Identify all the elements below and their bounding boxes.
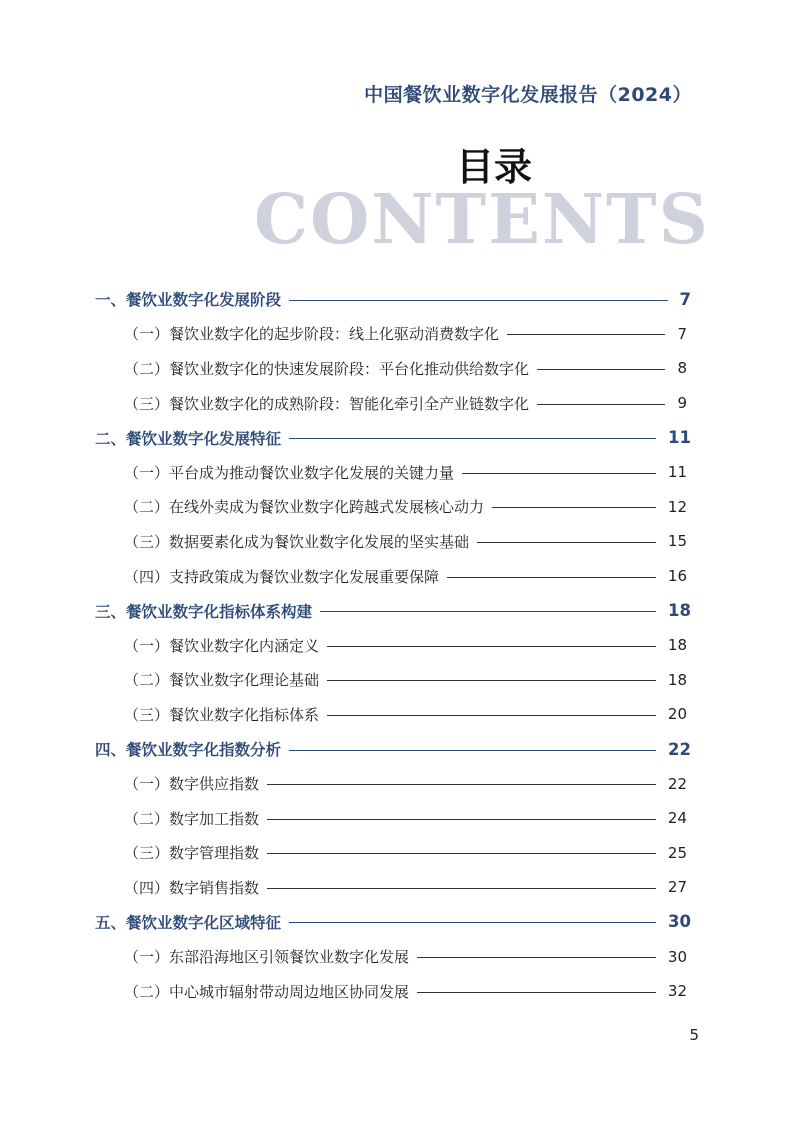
toc-section-entry[interactable]: [0, 697, 793, 732]
toc-leader-line: [507, 334, 665, 335]
toc-chapter-entry[interactable]: [0, 732, 793, 767]
toc-leader-line: [267, 888, 656, 889]
toc-entry-label: （四）支持政策成为餐饮业数字化发展重要保障: [124, 567, 440, 586]
toc-entry-page: 24: [667, 809, 687, 828]
toc-entry-label: （一）数字供应指数: [124, 775, 260, 794]
toc-leader-line: [320, 611, 656, 612]
toc-leader-line: [327, 646, 656, 647]
toc-entry-page: 22: [668, 739, 691, 759]
toc-entry-label: 四、餐饮业数字化指数分析: [95, 741, 282, 760]
toc-leader-line: [289, 922, 656, 923]
toc-section-entry[interactable]: [0, 351, 793, 386]
toc-entry-label: （三）餐饮业数字化指标体系: [124, 705, 320, 724]
toc-entry-label: 二、餐饮业数字化发展特征: [95, 429, 282, 448]
toc-chapter-entry[interactable]: [0, 905, 793, 940]
toc-section-entry[interactable]: [0, 836, 793, 871]
toc-entry-label: （一）餐饮业数字化内涵定义: [124, 636, 320, 655]
toc-entry-page: 30: [667, 947, 687, 966]
toc-entry-page: 11: [667, 463, 687, 482]
toc-leader-line: [289, 438, 656, 439]
toc-entry-page: 11: [668, 428, 691, 448]
toc-leader-line: [537, 369, 665, 370]
toc-entry-page: 12: [667, 497, 687, 516]
toc-leader-line: [267, 819, 656, 820]
contents-watermark: CONTENTS: [254, 180, 710, 260]
toc-entry-label: （四）数字销售指数: [124, 878, 260, 897]
toc-leader-line: [492, 507, 656, 508]
page-number: 5: [689, 1026, 699, 1044]
toc-entry-page: 22: [667, 774, 687, 793]
toc-section-entry[interactable]: [0, 663, 793, 698]
toc-chapter-entry[interactable]: [0, 282, 793, 317]
toc-leader-line: [267, 784, 656, 785]
toc-entry-label: （一）东部沿海地区引领餐饮业数字化发展: [124, 948, 410, 967]
toc-entry-label: （三）数字管理指数: [124, 844, 260, 863]
toc-entry-label: （二）数字加工指数: [124, 809, 260, 828]
table-of-contents: [0, 282, 793, 1008]
toc-entry-label: 五、餐饮业数字化区域特征: [95, 913, 282, 932]
toc-entry-label: （三）数据要素化成为餐饮业数字化发展的坚实基础: [124, 532, 470, 551]
toc-leader-line: [417, 957, 656, 958]
toc-entry-label: （二）餐饮业数字化的快速发展阶段：平台化推动供给数字化: [124, 359, 530, 378]
toc-entry-label: （一）餐饮业数字化的起步阶段：线上化驱动消费数字化: [124, 325, 500, 344]
toc-section-entry[interactable]: [0, 524, 793, 559]
toc-entry-label: （二）在线外卖成为餐饮业数字化跨越式发展核心动力: [124, 498, 485, 517]
toc-entry-label: （三）餐饮业数字化的成熟阶段：智能化牵引全产业链数字化: [124, 394, 530, 413]
toc-entry-page: 18: [667, 670, 687, 689]
toc-section-entry[interactable]: [0, 801, 793, 836]
toc-section-entry[interactable]: [0, 870, 793, 905]
toc-leader-line: [327, 715, 656, 716]
toc-entry-label: 一、餐饮业数字化发展阶段: [95, 291, 282, 310]
toc-entry-label: （二）中心城市辐射带动周边地区协同发展: [124, 982, 410, 1001]
toc-chapter-entry[interactable]: [0, 420, 793, 455]
toc-entry-page: 7: [679, 289, 691, 309]
toc-leader-line: [477, 542, 656, 543]
toc-entry-page: 25: [667, 843, 687, 862]
toc-section-entry[interactable]: [0, 939, 793, 974]
toc-entry-page: 15: [667, 532, 687, 551]
toc-entry-page: 18: [667, 636, 687, 655]
page-title: 目录: [456, 144, 533, 189]
report-title: 中国餐饮业数字化发展报告（2024）: [364, 84, 692, 106]
toc-entry-label: （一）平台成为推动餐饮业数字化发展的关键力量: [124, 463, 455, 482]
toc-entry-label: 三、餐饮业数字化指标体系构建: [95, 602, 313, 621]
toc-entry-page: 20: [667, 705, 687, 724]
toc-leader-line: [289, 300, 668, 301]
toc-entry-page: 32: [667, 982, 687, 1001]
toc-section-entry[interactable]: [0, 386, 793, 421]
toc-leader-line: [447, 577, 656, 578]
toc-section-entry[interactable]: [0, 766, 793, 801]
toc-leader-line: [537, 404, 665, 405]
toc-section-entry[interactable]: [0, 490, 793, 525]
toc-leader-line: [417, 992, 656, 993]
toc-leader-line: [462, 473, 656, 474]
toc-entry-label: （二）餐饮业数字化理论基础: [124, 671, 320, 690]
toc-entry-page: 9: [677, 394, 687, 413]
toc-section-entry[interactable]: [0, 628, 793, 663]
toc-leader-line: [267, 853, 656, 854]
toc-entry-page: 18: [668, 601, 691, 621]
toc-entry-page: 16: [667, 567, 687, 586]
toc-leader-line: [327, 680, 656, 681]
toc-entry-page: 27: [667, 878, 687, 897]
toc-leader-line: [289, 750, 656, 751]
toc-chapter-entry[interactable]: [0, 593, 793, 628]
toc-section-entry[interactable]: [0, 559, 793, 594]
toc-entry-page: 8: [677, 359, 687, 378]
toc-entry-page: 7: [677, 324, 687, 343]
toc-section-entry[interactable]: [0, 974, 793, 1009]
toc-entry-page: 30: [668, 912, 691, 932]
toc-section-entry[interactable]: [0, 317, 793, 352]
toc-section-entry[interactable]: [0, 455, 793, 490]
